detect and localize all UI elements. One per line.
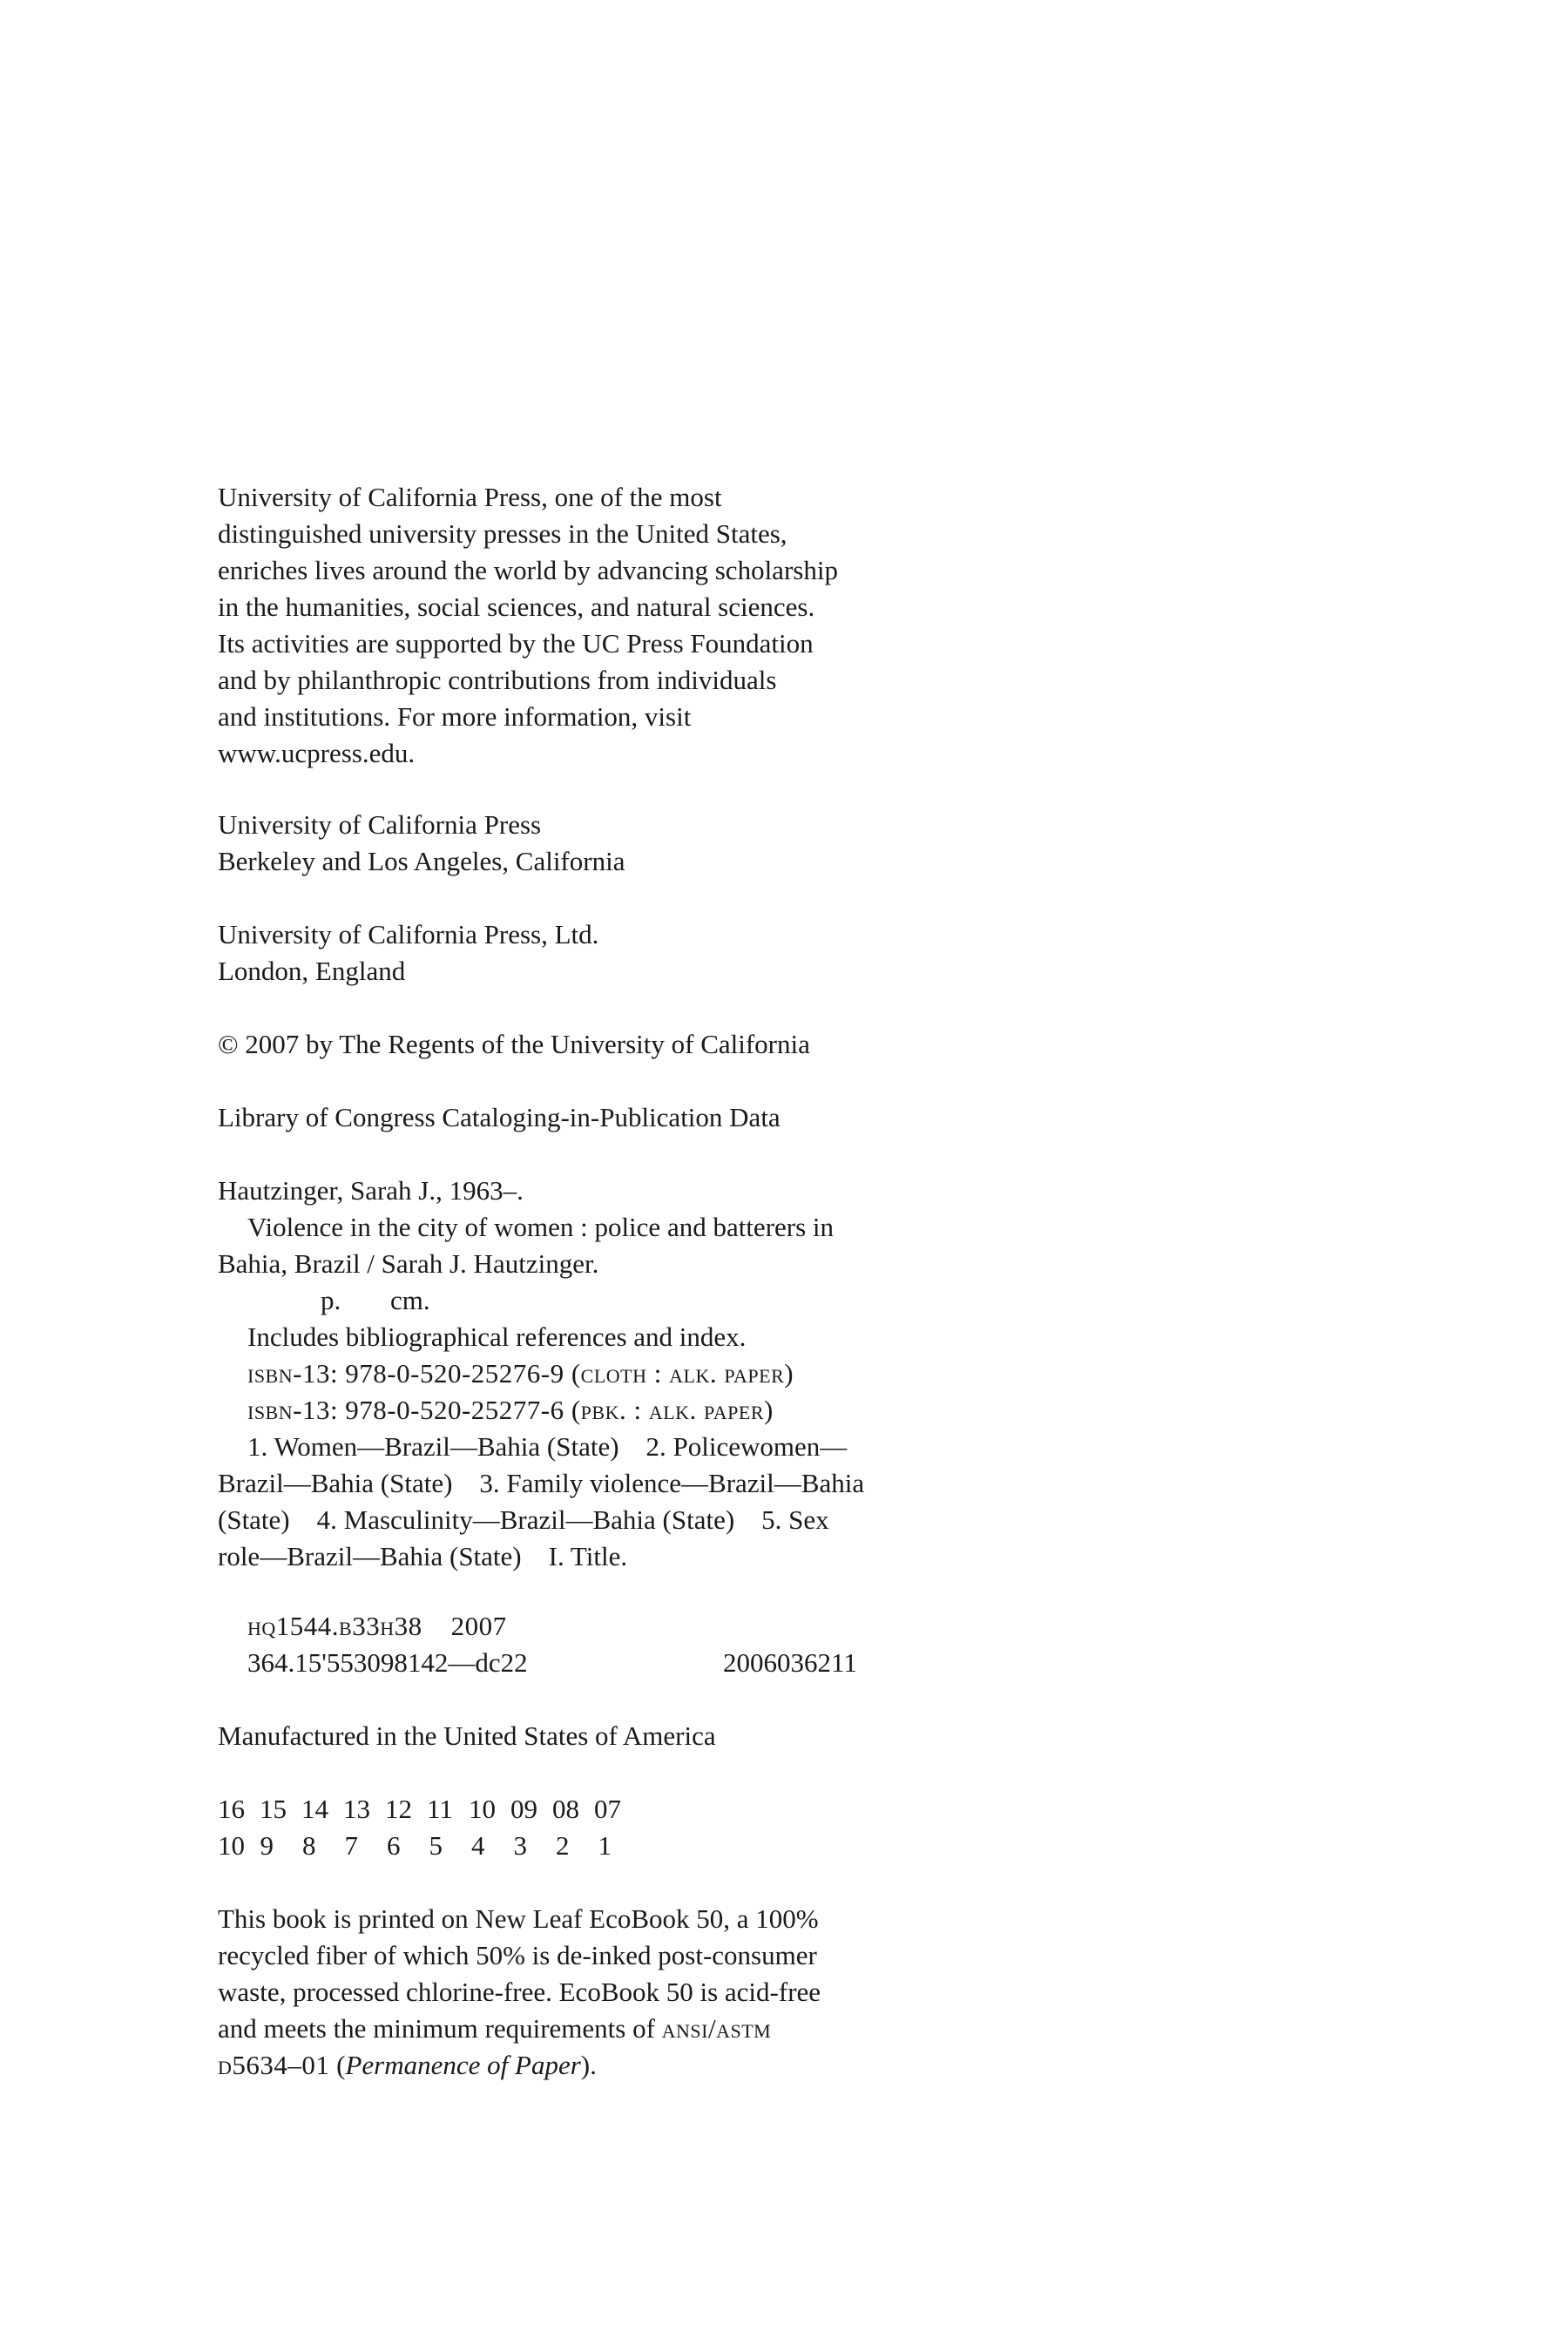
- standard-title: Permanence of Paper: [345, 2050, 581, 2080]
- standard-name: ansi/astm: [661, 2013, 772, 2044]
- cip-title: Violence in the city of women : police and batterers in: [247, 1212, 835, 1242]
- printing-year: 07: [594, 1794, 621, 1824]
- cip-dewey-row: [218, 1645, 880, 1681]
- printing-number: 9: [260, 1830, 274, 1861]
- standard-number: d5634–01: [218, 2050, 330, 2080]
- paper-note: [218, 1901, 880, 2084]
- cip-subjects: role—Brazil—Bahia (State) I. Title.: [218, 1541, 628, 1571]
- printing-number: 5: [429, 1830, 443, 1861]
- printing-number: 6: [387, 1830, 401, 1861]
- about-press-paragraph: [218, 479, 880, 772]
- about-line: enriches lives around the world by advancing scholarship: [218, 555, 838, 585]
- paper-note-text: and meets the minimum requirements of: [218, 2013, 662, 2044]
- about-line: University of California Press, one of the most: [218, 482, 722, 512]
- cip-title-cont: Bahia, Brazil / Sarah J. Hautzinger.: [218, 1248, 599, 1279]
- printing-number: 7: [344, 1830, 358, 1861]
- paper-note-line: [218, 2047, 880, 2084]
- printing-number: 2: [556, 1830, 570, 1861]
- cip-lccn: 2006036211: [723, 1647, 857, 1678]
- printing-number: 8: [302, 1830, 316, 1861]
- publisher-location: London, England: [218, 956, 406, 986]
- cip-includes: Includes bibliographical references and index.: [247, 1321, 747, 1352]
- cip-subjects: Brazil—Bahia (State) 3. Family violence—Brazil—Bahia: [218, 1468, 865, 1498]
- printing-year: 13: [343, 1794, 370, 1824]
- paper-note-line: waste, processed chlorine-free. EcoBook 50 is acid-free: [218, 1977, 821, 2007]
- cip-call-number: hq1544.b33h38 2007: [247, 1611, 507, 1641]
- printing-numbers: [218, 1828, 640, 1864]
- printing-number: 1: [598, 1830, 612, 1861]
- copyright-notice: [218, 1026, 880, 1063]
- paper-note-line: This book is printed on New Leaf EcoBook 50, a 100%: [218, 1903, 819, 1934]
- cip-isbn-cloth: isbn-13: 978-0-520-25276-9 (cloth : alk. paper): [247, 1358, 794, 1389]
- printing-year: 10: [469, 1794, 496, 1824]
- printing-line: [218, 1791, 880, 1864]
- cip-isbn-pbk: isbn-13: 978-0-520-25277-6 (pbk. : alk. paper): [247, 1395, 774, 1425]
- cip-record: [218, 1173, 880, 1575]
- printing-number: 3: [513, 1830, 527, 1861]
- cip-cm: cm.: [390, 1285, 430, 1315]
- paper-note-line: recycled fiber of which 50% is de-inked post-consumer: [218, 1940, 817, 1970]
- paper-note-line: [218, 2011, 880, 2047]
- publisher-name: University of California Press: [218, 809, 542, 840]
- printing-year: 09: [510, 1794, 537, 1824]
- about-line: Its activities are supported by the UC Press Foundation: [218, 628, 814, 659]
- publisher-name: University of California Press, Ltd.: [218, 919, 599, 950]
- printing-years: [218, 1791, 636, 1828]
- paren-open: (: [329, 2050, 346, 2080]
- printing-year: 15: [260, 1794, 287, 1824]
- cip-subjects: (State) 4. Masculinity—Brazil—Bahia (State) 5. Sex: [218, 1504, 829, 1535]
- paren-close: ).: [580, 2050, 597, 2080]
- about-line: www.ucpress.edu.: [218, 738, 416, 768]
- manufactured-notice: [218, 1718, 880, 1754]
- publisher-us-address: [218, 807, 880, 880]
- printing-year: 14: [301, 1794, 328, 1824]
- publisher-uk-address: [218, 916, 880, 990]
- cip-physical-description: [218, 1282, 880, 1319]
- publisher-location: Berkeley and Los Angeles, California: [218, 846, 625, 876]
- cip-author: Hautzinger, Sarah J., 1963–.: [218, 1175, 524, 1206]
- cip-subjects: 1. Women—Brazil—Bahia (State) 2. Policewomen—: [247, 1431, 848, 1462]
- cip-heading: [218, 1099, 880, 1136]
- printing-year: 08: [552, 1794, 579, 1824]
- about-line: distinguished university presses in the United States,: [218, 518, 787, 549]
- manufactured-line: Manufactured in the United States of America: [218, 1720, 716, 1751]
- about-line: in the humanities, social sciences, and natural sciences.: [218, 591, 815, 622]
- printing-number: 4: [471, 1830, 485, 1861]
- cip-classification: [218, 1608, 880, 1681]
- cip-pages: p.: [321, 1285, 341, 1315]
- cip-dewey: 364.15'553098142—dc22: [247, 1647, 528, 1678]
- about-line: and institutions. For more information, visit: [218, 701, 692, 732]
- printing-number: 10: [218, 1830, 245, 1861]
- copyright-line: © 2007 by The Regents of the University of California: [218, 1029, 810, 1059]
- printing-year: 16: [218, 1794, 245, 1824]
- printing-year: 11: [427, 1794, 453, 1824]
- about-line: and by philanthropic contributions from individuals: [218, 665, 777, 695]
- cip-heading-text: Library of Congress Cataloging-in-Publication Data: [218, 1102, 781, 1132]
- printing-year: 12: [385, 1794, 412, 1824]
